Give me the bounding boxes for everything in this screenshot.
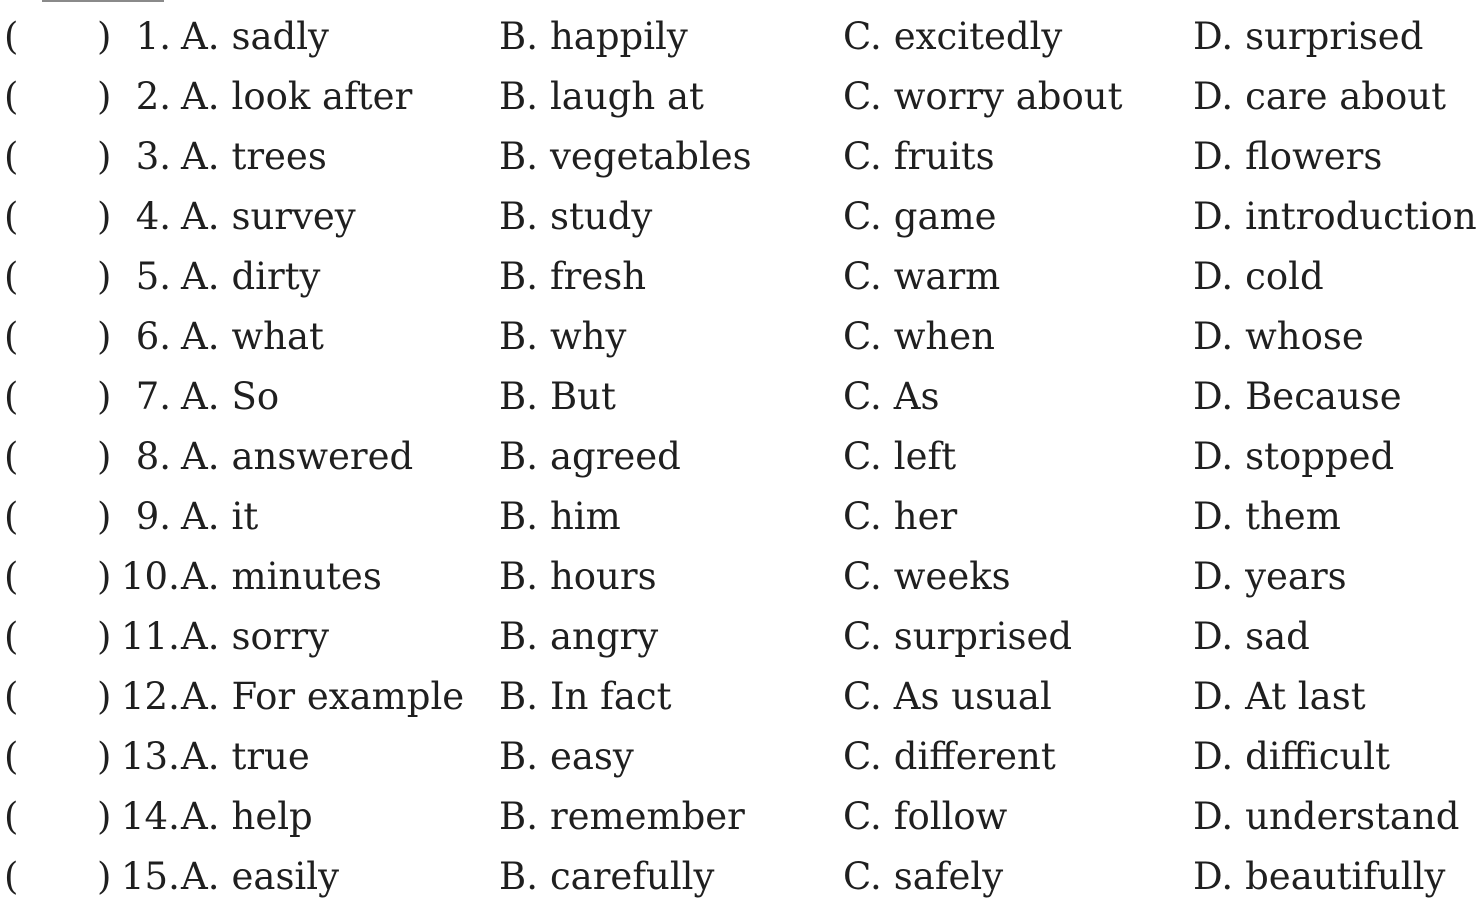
option-letter-d: D.: [1193, 315, 1234, 358]
option-a: [181, 127, 327, 187]
answer-blank-close-paren: ): [97, 15, 112, 58]
answer-blank-close-paren: ): [97, 315, 112, 358]
option-letter-a: A.: [181, 675, 220, 718]
question-row: [0, 127, 1383, 187]
answer-blank-open-paren: (: [4, 555, 19, 598]
option-d: [1193, 667, 1366, 727]
question-number: 5.: [135, 255, 171, 298]
answer-blank-open-paren: (: [4, 375, 19, 418]
option-text-b: But: [549, 375, 616, 418]
option-a: [181, 787, 313, 847]
option-text-c: worry about: [893, 75, 1123, 118]
option-b: [499, 667, 672, 727]
option-d: [1193, 427, 1394, 487]
option-letter-b: B.: [499, 615, 538, 658]
answer-blank-close-paren: ): [97, 495, 112, 538]
option-text-d: sad: [1245, 615, 1310, 658]
option-d: [1193, 787, 1459, 847]
option-text-c: game: [893, 195, 997, 238]
question-number: 10.: [121, 555, 180, 598]
option-d: [1193, 487, 1341, 547]
option-text-d: Because: [1245, 375, 1402, 418]
option-b: [499, 547, 657, 607]
option-b: [499, 307, 626, 367]
option-letter-c: C.: [843, 315, 882, 358]
option-letter-b: B.: [499, 255, 538, 298]
question-number: 8.: [135, 435, 171, 478]
answer-blank-close-paren: ): [97, 255, 112, 298]
option-d: [1193, 307, 1364, 367]
option-b: [499, 727, 634, 787]
option-letter-b: B.: [499, 495, 538, 538]
option-text-b: remember: [549, 795, 745, 838]
option-text-a: answered: [231, 435, 414, 478]
option-text-b: In fact: [549, 675, 672, 718]
question-number: 7.: [135, 375, 171, 418]
option-letter-c: C.: [843, 735, 882, 778]
option-d: [1193, 847, 1445, 907]
answer-blank-open-paren: (: [4, 675, 19, 718]
answer-blank-open-paren: (: [4, 135, 19, 178]
option-letter-d: D.: [1193, 855, 1234, 898]
option-a: [181, 607, 329, 667]
question-row: [0, 187, 1477, 247]
option-b: [499, 7, 688, 67]
option-letter-c: C.: [843, 855, 882, 898]
option-text-b: happily: [549, 15, 688, 58]
option-letter-b: B.: [499, 855, 538, 898]
option-d: [1193, 607, 1310, 667]
answer-blank-open-paren: (: [4, 795, 19, 838]
option-a: [181, 7, 329, 67]
option-letter-c: C.: [843, 195, 882, 238]
option-c: [843, 67, 1122, 127]
option-d: [1193, 247, 1324, 307]
option-c: [843, 607, 1072, 667]
option-letter-d: D.: [1193, 495, 1234, 538]
option-letter-d: D.: [1193, 135, 1234, 178]
option-c: [843, 487, 957, 547]
option-letter-d: D.: [1193, 255, 1234, 298]
option-a: [181, 487, 258, 547]
question-number: 12.: [121, 675, 180, 718]
option-text-c: surprised: [893, 615, 1073, 658]
option-text-b: why: [549, 315, 627, 358]
option-text-c: As usual: [893, 675, 1052, 718]
option-c: [843, 367, 939, 427]
option-letter-c: C.: [843, 375, 882, 418]
answer-blank-open-paren: (: [4, 615, 19, 658]
answer-blank-close-paren: ): [97, 75, 112, 118]
answer-blank-open-paren: (: [4, 855, 19, 898]
option-d: [1193, 67, 1446, 127]
option-text-b: angry: [549, 615, 659, 658]
option-b: [499, 487, 621, 547]
question-row: [0, 307, 1380, 367]
answer-blank-close-paren: ): [97, 435, 112, 478]
option-text-d: stopped: [1245, 435, 1395, 478]
option-letter-b: B.: [499, 15, 538, 58]
question-number: 2.: [135, 75, 171, 118]
option-text-b: easy: [549, 735, 634, 778]
option-text-a: trees: [231, 135, 327, 178]
option-c: [843, 187, 997, 247]
option-c: [843, 727, 1056, 787]
option-b: [499, 367, 616, 427]
question-number: 14.: [121, 795, 180, 838]
question-row: [0, 427, 1395, 487]
option-text-a: help: [231, 795, 313, 838]
option-c: [843, 847, 1003, 907]
option-c: [843, 127, 995, 187]
option-text-c: weeks: [893, 555, 1011, 598]
option-c: [843, 307, 995, 367]
option-letter-b: B.: [499, 315, 538, 358]
option-letter-b: B.: [499, 435, 538, 478]
option-text-a: dirty: [231, 255, 321, 298]
answer-blank-close-paren: ): [97, 135, 112, 178]
option-letter-a: A.: [181, 195, 220, 238]
option-d: [1193, 7, 1423, 67]
option-text-d: At last: [1245, 675, 1366, 718]
option-c: [843, 247, 1000, 307]
option-letter-c: C.: [843, 135, 882, 178]
option-letter-b: B.: [499, 555, 538, 598]
option-text-a: look after: [231, 75, 413, 118]
option-text-c: safely: [893, 855, 1004, 898]
option-b: [499, 247, 646, 307]
answer-blank-open-paren: (: [4, 195, 19, 238]
option-b: [499, 787, 745, 847]
question-number: 11.: [121, 615, 180, 658]
question-row: [0, 487, 1380, 547]
option-d: [1193, 547, 1347, 607]
option-text-c: follow: [893, 795, 1008, 838]
option-a: [181, 847, 339, 907]
option-text-d: surprised: [1245, 15, 1424, 58]
question-number: 6.: [135, 315, 171, 358]
option-letter-a: A.: [181, 15, 220, 58]
option-a: [181, 187, 356, 247]
option-text-b: laugh at: [549, 75, 704, 118]
option-letter-a: A.: [181, 135, 220, 178]
question-number: 1.: [135, 15, 171, 58]
option-a: [181, 427, 413, 487]
option-letter-d: D.: [1193, 555, 1234, 598]
question-row: [0, 547, 1380, 607]
question-row: [0, 607, 1380, 667]
option-letter-a: A.: [181, 615, 220, 658]
answer-blank-close-paren: ): [97, 375, 112, 418]
option-letter-d: D.: [1193, 675, 1234, 718]
option-letter-b: B.: [499, 735, 538, 778]
answer-blank-close-paren: ): [97, 555, 112, 598]
option-text-c: when: [893, 315, 995, 358]
option-d: [1193, 727, 1390, 787]
option-text-b: study: [549, 195, 653, 238]
answer-blank-open-paren: (: [4, 255, 19, 298]
option-text-b: carefully: [549, 855, 715, 898]
option-b: [499, 67, 704, 127]
option-letter-d: D.: [1193, 195, 1234, 238]
option-text-a: sorry: [231, 615, 330, 658]
option-letter-b: B.: [499, 375, 538, 418]
answer-blank-close-paren: ): [97, 855, 112, 898]
option-text-d: understand: [1245, 795, 1460, 838]
option-text-d: flowers: [1245, 135, 1383, 178]
option-b: [499, 607, 658, 667]
option-b: [499, 187, 652, 247]
option-text-c: excitedly: [893, 15, 1063, 58]
answer-blank-close-paren: ): [97, 735, 112, 778]
option-text-a: sadly: [231, 15, 329, 58]
option-letter-b: B.: [499, 75, 538, 118]
option-a: [181, 727, 310, 787]
option-letter-a: A.: [181, 555, 220, 598]
option-letter-a: A.: [181, 75, 220, 118]
option-c: [843, 787, 1007, 847]
option-letter-c: C.: [843, 675, 882, 718]
option-text-d: them: [1245, 495, 1341, 538]
option-letter-a: A.: [181, 735, 220, 778]
option-b: [499, 127, 752, 187]
option-text-c: left: [893, 435, 957, 478]
option-letter-a: A.: [181, 795, 220, 838]
option-c: [843, 7, 1062, 67]
question-row: [0, 667, 1380, 727]
question-number: 13.: [121, 735, 180, 778]
option-text-d: beautifully: [1245, 855, 1446, 898]
answer-blank-open-paren: (: [4, 435, 19, 478]
option-a: [181, 367, 279, 427]
option-text-a: it: [231, 495, 259, 538]
answer-blank-close-paren: ): [97, 675, 112, 718]
option-letter-d: D.: [1193, 735, 1234, 778]
option-letter-b: B.: [499, 675, 538, 718]
answer-blank-open-paren: (: [4, 315, 19, 358]
question-row: [0, 787, 1460, 847]
option-c: [843, 547, 1011, 607]
option-text-a: So: [231, 375, 280, 418]
option-text-b: agreed: [549, 435, 681, 478]
option-text-c: fruits: [893, 135, 995, 178]
question-row: [0, 367, 1402, 427]
top-rule: [42, 0, 164, 2]
option-a: [181, 307, 324, 367]
option-letter-d: D.: [1193, 795, 1234, 838]
question-number: 4.: [135, 195, 171, 238]
question-number: 3.: [135, 135, 171, 178]
option-letter-d: D.: [1193, 15, 1234, 58]
question-row: [0, 67, 1446, 127]
option-letter-b: B.: [499, 795, 538, 838]
answer-blank-open-paren: (: [4, 75, 19, 118]
option-letter-c: C.: [843, 15, 882, 58]
option-text-d: introduction: [1245, 195, 1477, 238]
answer-blank-close-paren: ): [97, 795, 112, 838]
option-letter-c: C.: [843, 795, 882, 838]
question-list: [0, 7, 1477, 919]
option-letter-b: B.: [499, 135, 538, 178]
question-number: 9.: [135, 495, 171, 538]
option-a: [181, 667, 464, 727]
option-d: [1193, 127, 1382, 187]
option-letter-a: A.: [181, 375, 220, 418]
option-b: [499, 427, 681, 487]
option-text-b: him: [549, 495, 621, 538]
question-number: 15.: [121, 855, 180, 898]
option-text-d: years: [1245, 555, 1347, 598]
option-letter-d: D.: [1193, 615, 1234, 658]
option-letter-c: C.: [843, 255, 882, 298]
option-text-a: easily: [231, 855, 339, 898]
option-text-a: survey: [231, 195, 356, 238]
option-a: [181, 547, 382, 607]
option-letter-d: D.: [1193, 75, 1234, 118]
option-text-a: minutes: [231, 555, 382, 598]
option-letter-a: A.: [181, 315, 220, 358]
question-row: [0, 7, 1424, 67]
option-text-b: vegetables: [549, 135, 752, 178]
option-letter-d: D.: [1193, 375, 1234, 418]
option-letter-c: C.: [843, 615, 882, 658]
question-row: [0, 847, 1446, 907]
option-text-a: true: [231, 735, 310, 778]
option-text-c: As: [893, 375, 940, 418]
option-letter-a: A.: [181, 855, 220, 898]
option-text-a: what: [231, 315, 324, 358]
option-a: [181, 247, 320, 307]
option-c: [843, 667, 1052, 727]
option-text-d: care about: [1245, 75, 1446, 118]
option-b: [499, 847, 714, 907]
option-text-d: difficult: [1245, 735, 1391, 778]
option-letter-b: B.: [499, 195, 538, 238]
option-text-d: cold: [1245, 255, 1324, 298]
answer-blank-open-paren: (: [4, 15, 19, 58]
option-letter-c: C.: [843, 555, 882, 598]
option-text-a: For example: [231, 675, 465, 718]
option-letter-d: D.: [1193, 435, 1234, 478]
option-letter-a: A.: [181, 255, 220, 298]
option-letter-c: C.: [843, 435, 882, 478]
answer-blank-open-paren: (: [4, 735, 19, 778]
option-text-c: her: [893, 495, 958, 538]
option-text-c: warm: [893, 255, 1001, 298]
option-text-d: whose: [1245, 315, 1364, 358]
option-letter-a: A.: [181, 435, 220, 478]
question-row: [0, 727, 1391, 787]
option-a: [181, 67, 412, 127]
option-c: [843, 427, 956, 487]
option-letter-c: C.: [843, 495, 882, 538]
option-letter-a: A.: [181, 495, 220, 538]
option-d: [1193, 187, 1477, 247]
option-letter-c: C.: [843, 75, 882, 118]
answer-blank-close-paren: ): [97, 615, 112, 658]
option-text-c: different: [893, 735, 1056, 778]
option-text-b: hours: [549, 555, 657, 598]
option-d: [1193, 367, 1402, 427]
option-text-b: fresh: [549, 255, 647, 298]
answer-blank-open-paren: (: [4, 495, 19, 538]
answer-blank-close-paren: ): [97, 195, 112, 238]
question-row: [0, 247, 1380, 307]
